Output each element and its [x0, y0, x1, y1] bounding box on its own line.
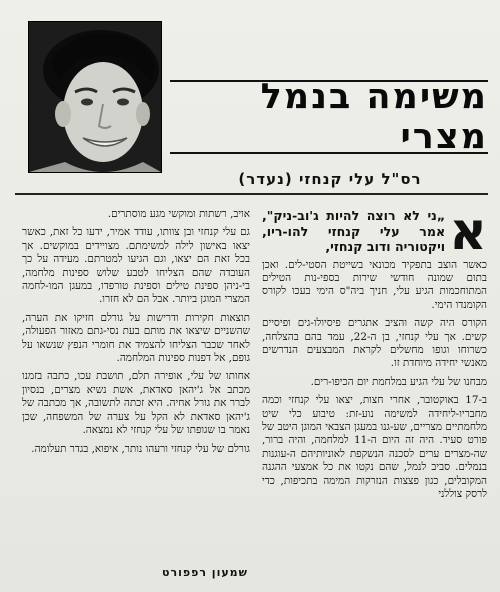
right-column [262, 202, 488, 506]
article-headline: משימה בנמל מצרי [170, 80, 488, 154]
author-signature: שמעון רפפורט [162, 566, 248, 579]
body-paragraph: הקורס היה קשה והציב אתגרים פיסיולו-גים ופיסיים קשים. אך עלי קנחזי, בן ה-22, עמד בהם בהצלחה, כשרוחו וגופו מחשלים לקראת המבצעים הנדרשים מאנשי יחידה מיוחדת זו. [262, 317, 487, 370]
body-paragraph: גורלם של עלי קנחזי ורעהו נותר, איפוא, בגדר תעלומה. [31, 442, 250, 455]
body-paragraph: גם עלי קנחזי ובן צוותו, עודד אמיר, ידעו כל זאת, כאשר יצאו באישון לילה למשימתם. מצויידים במוקשים. אך בכל זאת הם יצאו, וגם הגיעו למטרתם. מעידה על כך העובדה שהם הצליחו לטבע שלוש ספינות מלחמה, בי-ניהן ספינת טילים וספינת טורפדו, במעגן המו-לחמה המצרי המוגן ביותר. אבל הם לא חזרו. [22, 226, 250, 306]
body-paragraph: תוצאות חקירות ודרישות על גורלם חזיקו את הערה, שהשניים שיצאו את מותם בעת נסי-גתם מאזור הפעולה, לאחר שכבר הצליחו להצמיד את חומרי הנפץ שנשאו על גופם, אל דפנות ספינות המלחמה. [22, 311, 250, 365]
intro-paragraph [262, 202, 487, 262]
portrait-image [29, 22, 161, 172]
portrait-photo [28, 21, 162, 173]
body-paragraph: ב-17 באוקטובר, אחרי חצות, יצאו עלי קנחזי וכמה מחבריו-ליחידה למשימה נוע-זת: טיבוע כלי שיט מלחמתיים מצריים, שע-גנו במעגן הצבאי המוגן היטב של פורט סעיד. היה זה היום ה-11 למלחמה, והיה ברור, שה-מצרים ערים לסכנה הנשקפת לאוניותיהם ה-עוגנות בנמלים. סביב לנמל, שהם נקטו את כל אמצעי ההגנה המקובלים, כגון פצצות הנזרקות המימה בתכיפות, כדי לרסק צוללני [262, 394, 488, 500]
article-byline: רס"ל עלי קנחזי (נעדר) [238, 170, 422, 188]
header-divider [15, 193, 488, 195]
body-paragraph: מבחנו של עלי הגיע במלחמת יום הכיפו-רים. [310, 375, 487, 388]
body-paragraph: אויב, רשתות ומוקשי מגע מוסתרים. [107, 208, 250, 220]
body-paragraph: אחותו של עלי, אופירה תלם, תושבת עכו, כתבה בזמנו מכתב אל ג'יהאן סאדאת, אשת נשיא מצרים, בנסיון לברר את גורל אחיה. היא זכתה לתשובה, אך מכתבה של ג'יהאן סאדאת לא הקל על צערה של המשפחה, שכן נאמר בו שגופתו של עלי קנחזי לא נמצאה. [22, 370, 250, 437]
drop-cap: א [449, 202, 487, 262]
body-paragraph: כאשר הוצב בתפקיד מכונאי בשייטת הסטי-לים. ואכן בתום שמונה חודשי שירות בספי-נות הטילים המתוחכמות הגיע עלי, חניך ביה"ס הימי בעכו לקורס הקומנדו הימי. [262, 258, 487, 311]
left-column [22, 208, 250, 461]
intro-text: „ני לא רוצה להיות ג'וב-ניק", אמר עלי קנחזי להו-ריו, ויקטוריה ודוב קנחזי, [262, 208, 446, 254]
